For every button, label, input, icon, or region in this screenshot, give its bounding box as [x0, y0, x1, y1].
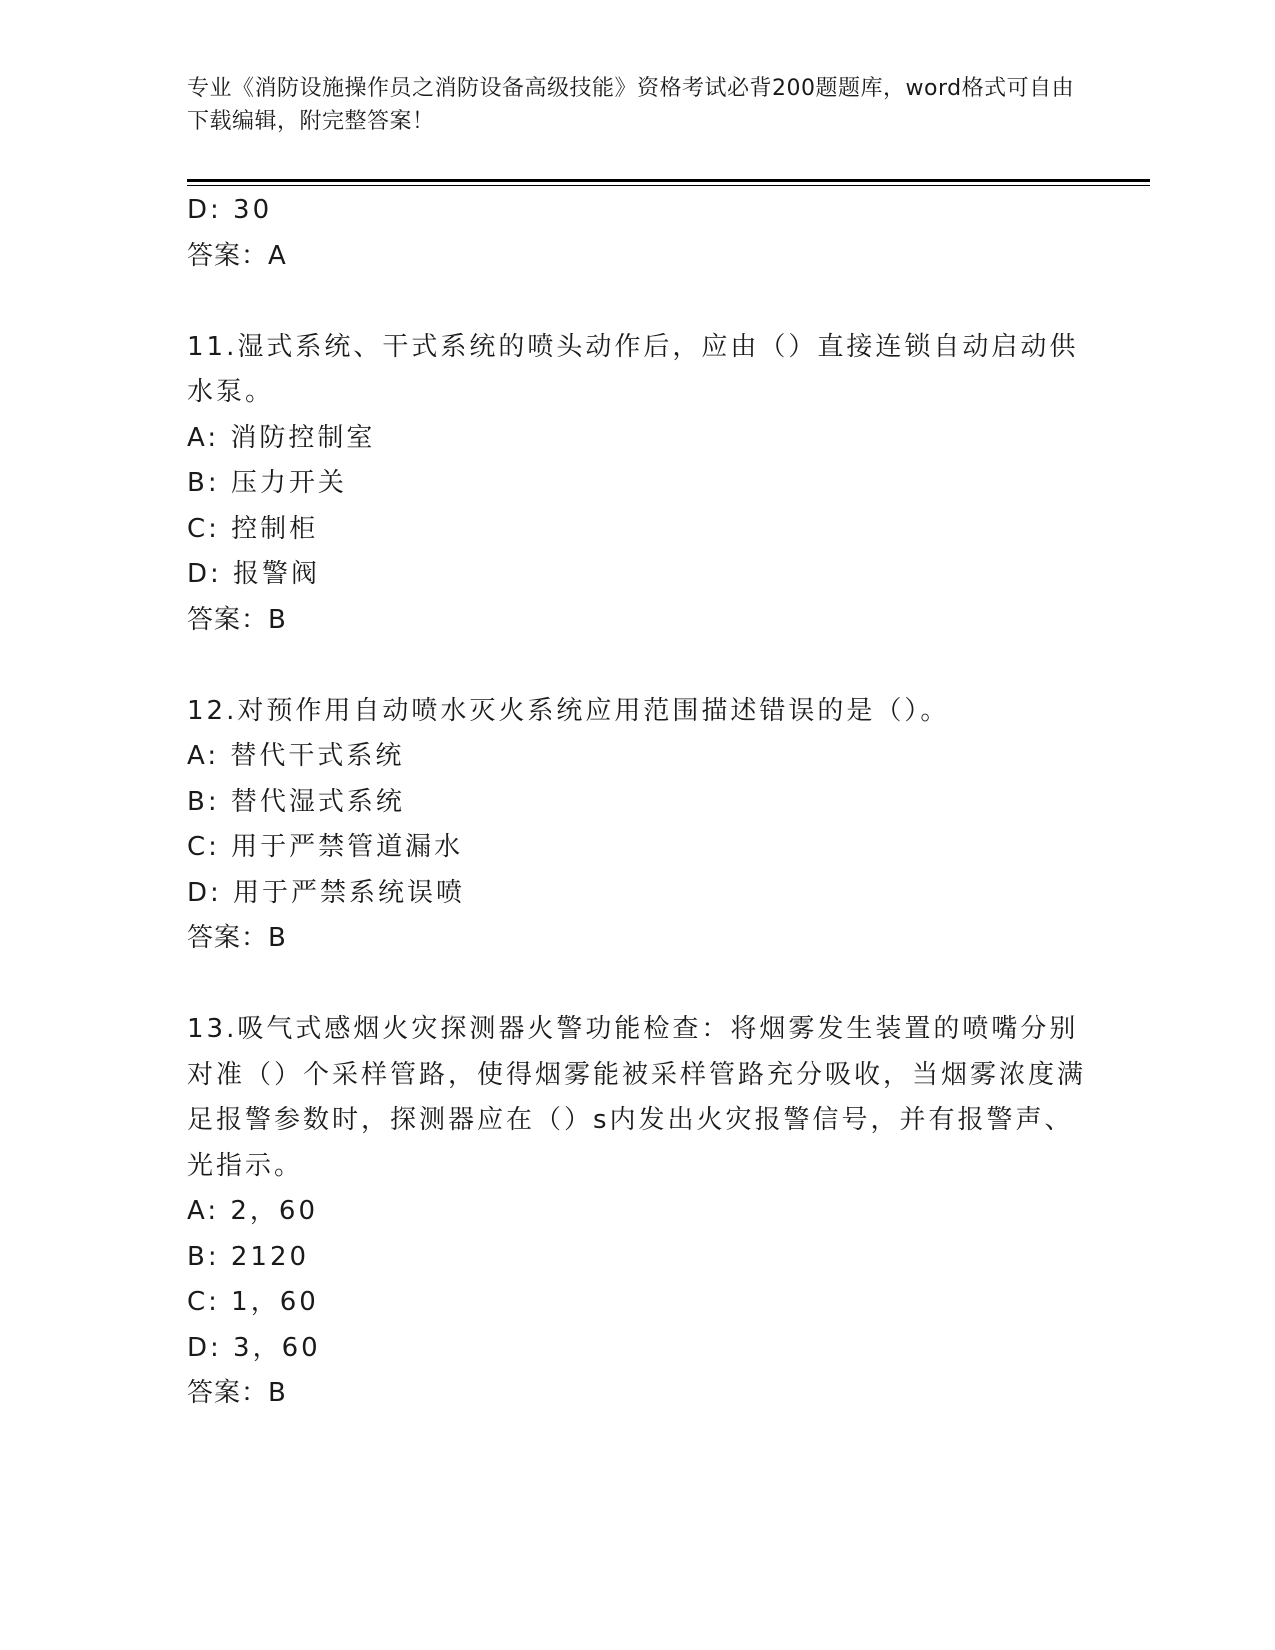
question-text: 13.吸气式感烟火灾探测器火警功能检查：将烟雾发生装置的喷嘴分别对准（）个采样管路，使得烟雾能被采样管路充分吸收，当烟雾浓度满足报警参数时，探测器应在（）s内发出火灾报警信号，并有报警声、光指示。	[187, 1014, 1087, 1181]
document-header: 专业《消防设施操作员之消防设备高级技能》资格考试必背200题题库，word格式可自由下载编辑，附完整答案！	[187, 76, 1075, 134]
option-b: B: 替代湿式系统	[187, 786, 405, 817]
option-c: C: 控制柜	[187, 513, 319, 544]
option-d: D: 3，60	[187, 1332, 321, 1363]
question-text: 12.对预作用自动喷水灭火系统应用范围描述错误的是（）。	[187, 695, 950, 726]
answer-line: 答案：B	[187, 604, 287, 635]
option-c: C: 用于严禁管道漏水	[187, 832, 464, 862]
header-divider-thin	[187, 185, 1150, 186]
option-b: B: 压力开关	[187, 468, 347, 498]
answer-line: 答案：A	[187, 240, 287, 271]
option-b: B: 2120	[187, 1241, 310, 1272]
option-d: D: 30	[187, 195, 273, 225]
option-d: D: 用于严禁系统误喷	[187, 877, 466, 908]
question-item	[187, 1007, 1087, 1417]
header-divider-thick	[187, 179, 1150, 182]
option-a: A: 替代干式系统	[187, 741, 405, 771]
option-a: A: 消防控制室	[187, 422, 376, 453]
question-list	[187, 188, 1087, 1417]
question-item	[187, 325, 1087, 644]
option-c: C: 1，60	[187, 1287, 319, 1317]
option-d: D: 报警阀	[187, 559, 321, 589]
answer-line: 答案：B	[187, 923, 287, 953]
option-a: A: 2，60	[187, 1196, 318, 1226]
answer-line: 答案：B	[187, 1378, 287, 1408]
question-text: 11.湿式系统、干式系统的喷头动作后，应由（）直接连锁自动启动供水泵。	[187, 331, 1079, 407]
question-item	[187, 689, 1087, 962]
